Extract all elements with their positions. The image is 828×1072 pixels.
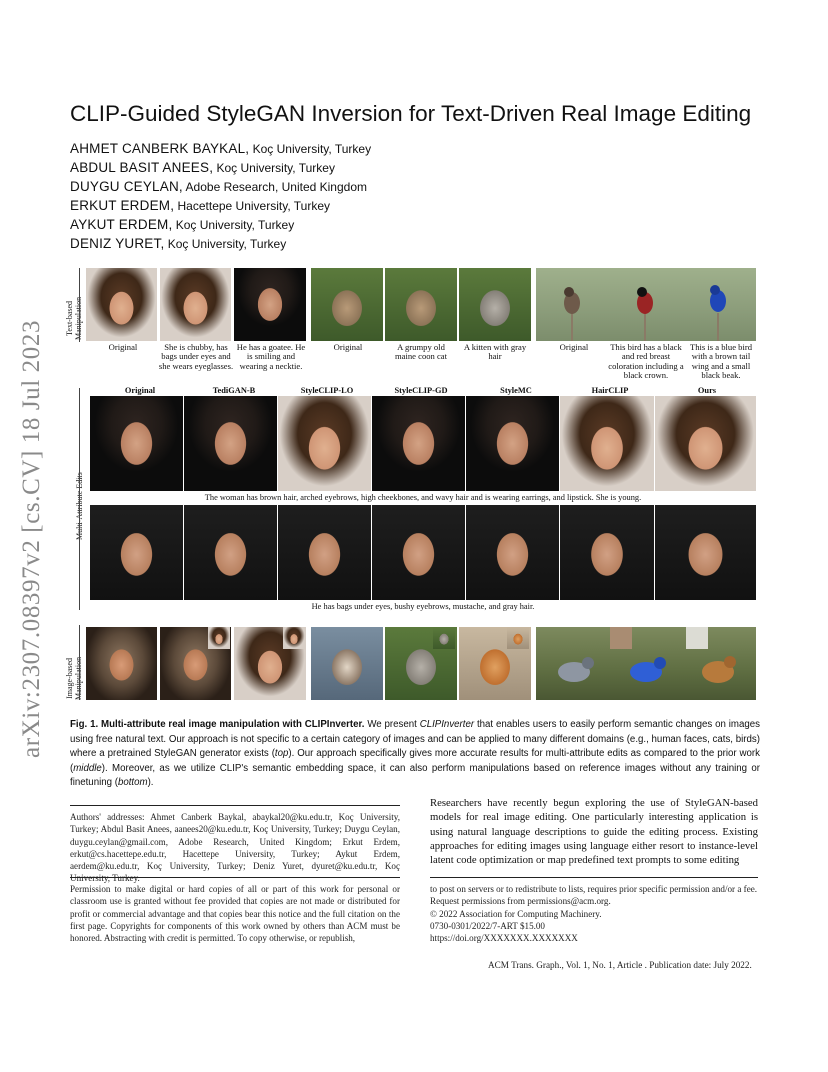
row1-hairclip-image xyxy=(560,396,654,491)
permission-cont-rule xyxy=(430,877,758,878)
cat-grumpy-image xyxy=(385,268,457,341)
running-footer: ACM Trans. Graph., Vol. 1, No. 1, Article . Publication date: July 2022. xyxy=(488,960,752,970)
prompt-1: The woman has brown hair, arched eyebrows, high cheekbones, and wavy hair and is wearing earrings, and lipstick. She is young. xyxy=(204,493,642,502)
row2-stylemc-image xyxy=(466,505,559,600)
row1-styleclip-gd-image xyxy=(372,396,465,491)
permission-notice: Permission to make digital or hard copies of all or part of this work for personal or classroom use is granted without fee provided that copies are not made or distributed for profit or commercial advantage and that copies bear this notice and the full citation on the first page. Copyrights for components of this work owned by others than ACM must be honored. Abstracting with credit is permitted. To copy otherwise, or republish, xyxy=(70,884,400,944)
ref-face-original-image xyxy=(86,627,157,700)
row2-hairclip-image xyxy=(560,505,654,600)
row2-ours-image xyxy=(655,505,756,600)
caption-bird-original: Original xyxy=(559,342,589,352)
permission-continued: to post on servers or to redistribute to lists, requires prior specific permission and/or a fee. Request permissions from permissions@acm.org. © 2022 Association for Computing Machinery. 0730-0301/2022/7-ART $15.00 https://doi.org/XXXXXXX.XXXXXXX xyxy=(430,884,758,944)
author-1: AHMET CANBERK BAYKAL, Koç University, Turkey xyxy=(70,141,372,156)
row2-styleclip-gd-image xyxy=(372,505,465,600)
method-stylemc: StyleMC xyxy=(500,386,532,395)
caption-bird-blue: This is a blue bird with a brown tail wing and a small black beak. xyxy=(689,342,753,381)
row2-styleclip-lo-image xyxy=(278,505,371,600)
bracket-top xyxy=(79,268,80,342)
ref-cat-original-image xyxy=(311,627,383,700)
ref-birds-strip-image xyxy=(536,627,756,700)
ref-birds-illustration xyxy=(536,627,756,700)
row2-tedigan-image xyxy=(184,505,277,600)
row2-original-image xyxy=(90,505,183,600)
ref-cat-thumb-2 xyxy=(507,627,529,649)
bracket-bottom xyxy=(79,625,80,700)
intro-paragraph: Researchers have recently begun exploring the use of StyleGAN-based models for real image editing. One particularly interesting application is using natural language descriptions to guide the editing process. Existing approaches for editing images using language either resort to instance-level latent code optimization or map predefined text prompts to some editing xyxy=(430,797,758,867)
method-styleclip-lo: StyleCLIP-LO xyxy=(300,386,354,395)
caption-cat-kitten: A kitten with gray hair xyxy=(463,342,527,362)
row1-styleclip-lo-image xyxy=(278,396,371,491)
label-image-based: Image-based Manipulation xyxy=(65,656,83,700)
caption-face-goatee: He has a goatee. He is smiling and wearing a necktie. xyxy=(236,342,306,371)
row1-original-image xyxy=(90,396,183,491)
paper-title: CLIP-Guided StyleGAN Inversion for Text-Driven Real Image Editing xyxy=(70,101,752,126)
caption-cat-original: Original xyxy=(333,342,363,352)
row1-ours-image xyxy=(655,396,756,491)
caption-face-original: Original xyxy=(108,342,138,352)
face-goatee-image xyxy=(234,268,306,341)
author-list xyxy=(70,141,371,255)
figure-caption: Fig. 1. Multi-attribute real image manipulation with CLIPInverter. We present CLIPInverter that enables users to easily perform semantic changes on images using free natural text. Our approach is not specific to a certain category of images and can be applied to many different domains (e.g., human faces, cats, birds) where a pretrained StyleGAN generator exists (top). Our approach specifically gives more accurate results for multi-attribute edits as compared to the prior work (middle). Moreover, as we utilize CLIP's semantic embedding space, it can also perform manipulations based on reference images without any training or finetuning (bottom). xyxy=(70,719,760,789)
method-styleclip-gd: StyleCLIP-GD xyxy=(394,386,448,395)
row1-tedigan-image xyxy=(184,396,277,491)
bracket-middle xyxy=(79,388,80,610)
birds-illustration xyxy=(536,268,756,341)
label-text-based: Text-based Manipulation xyxy=(65,296,83,340)
method-original: Original xyxy=(124,386,156,395)
author-3: DUYGU CEYLAN, Adobe Research, United Kingdom xyxy=(70,179,367,194)
permission-rule xyxy=(70,877,400,878)
address-rule xyxy=(70,805,400,806)
author-4: ERKUT ERDEM, Hacettepe University, Turkey xyxy=(70,198,331,213)
row1-stylemc-image xyxy=(466,396,559,491)
label-multi-attr: Multi-Attribute Edits xyxy=(75,472,84,540)
author-6: DENIZ YURET, Koç University, Turkey xyxy=(70,236,287,251)
cat-original-image xyxy=(311,268,383,341)
ref-face-thumb-1 xyxy=(208,627,230,649)
ref-cat-thumb-1 xyxy=(433,627,455,649)
caption-face-chubby: She is chubby, has bags under eyes and she wears eyeglasses. xyxy=(158,342,234,371)
cat-gray-kitten-image xyxy=(459,268,531,341)
caption-bird-red: This bird has a black and red breast coloration including a black crown. xyxy=(608,342,684,381)
caption-cat-grumpy: A grumpy old maine coon cat xyxy=(394,342,448,362)
birds-strip-image xyxy=(536,268,756,341)
face-chubby-image xyxy=(160,268,231,341)
arxiv-stamp: arXiv:2307.08397v2 [cs.CV] 18 Jul 2023 xyxy=(18,319,45,758)
prompt-2: He has bags under eyes, bushy eyebrows, mustache, and gray hair. xyxy=(311,602,535,611)
ref-face-thumb-2 xyxy=(283,627,305,649)
author-2: ABDUL BASIT ANEES, Koç University, Turkey xyxy=(70,160,335,175)
author-5: AYKUT ERDEM, Koç University, Turkey xyxy=(70,217,295,232)
method-ours: Ours xyxy=(697,386,717,395)
method-hairclip: HairCLIP xyxy=(591,386,629,395)
author-addresses: Authors' addresses: Ahmet Canberk Baykal, abaykal20@ku.edu.tr, Koç University, Turkey; Abdul Basit Anees, aanees20@ku.edu.tr, Koç University, Turkey; Duygu Ceylan, duygu.ceylan@gmail.com, Adobe Research, United Kingdom; Erkut Erdem, erkut@cs.hacettepe.edu.tr, Hacettepe University, Turkey; Aykut Erdem, aerdem@ku.edu.tr, Koç University, Turkey; Deniz Yuret, dyuret@ku.edu.tr, Koç University, Turkey. xyxy=(70,812,400,884)
method-tedigan: TediGAN-B xyxy=(212,386,256,395)
face-original-image xyxy=(86,268,157,341)
